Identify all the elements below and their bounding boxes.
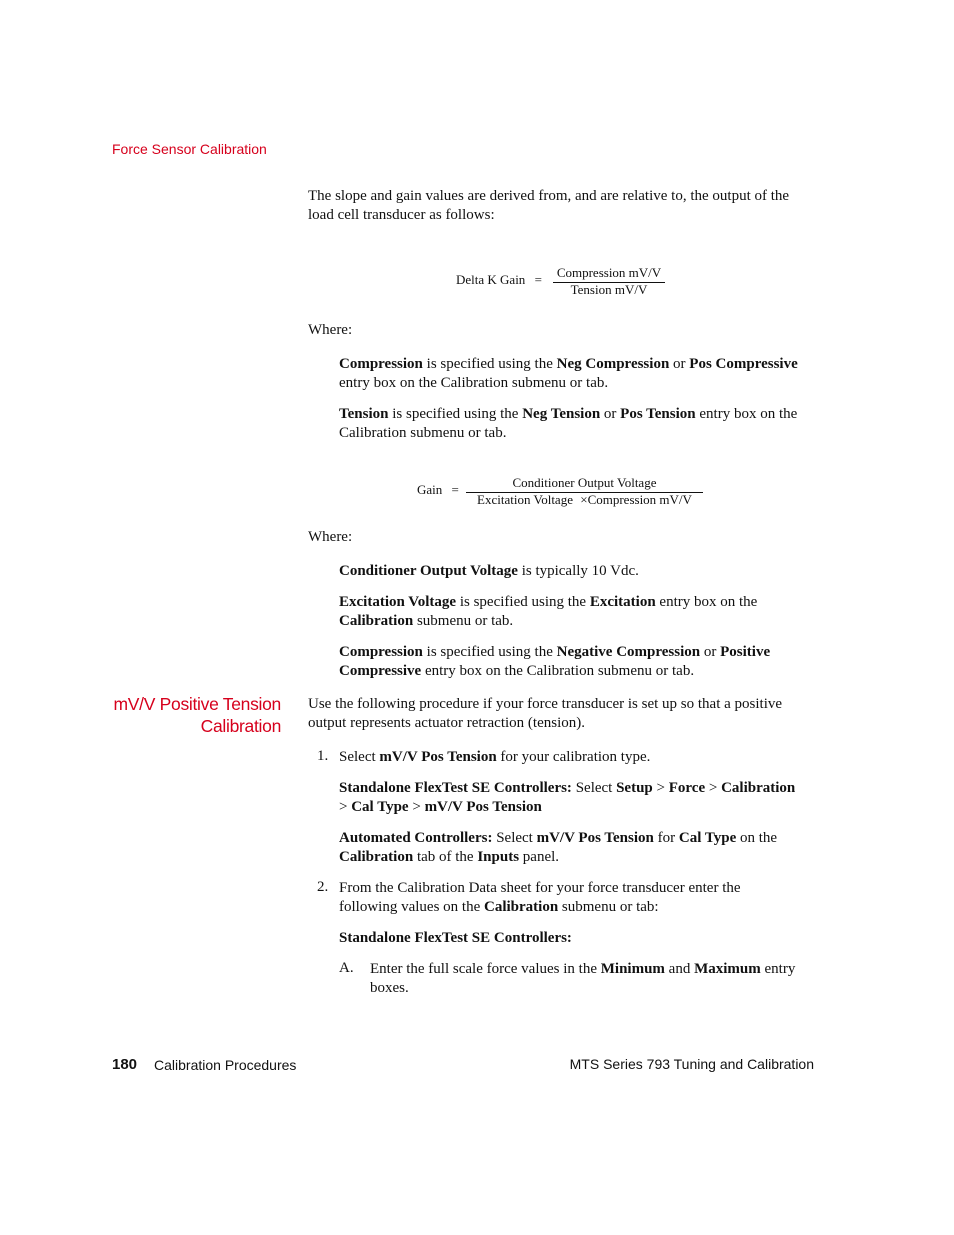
step-a-text: Enter the full scale force values in the Minimum and Maximum entry boxes. <box>370 961 796 996</box>
equation-2-fraction <box>466 475 703 511</box>
step-2-number: 2. <box>317 879 329 895</box>
intro-paragraph <box>308 187 820 225</box>
step-a-letter: A. <box>339 960 354 976</box>
step-1-number: 1. <box>317 748 329 764</box>
definition-compression: Compression is specified using the Neg Compression or Pos Compressive entry box on the Calibration submenu or tab. <box>339 356 798 391</box>
definition-conditioner-output-voltage: Conditioner Output Voltage is typically 10 Vdc. <box>339 563 639 579</box>
automated-controllers-instructions: Automated Controllers: Select mV/V Pos Tension for Cal Type on the Calibration tab of the Inputs panel. <box>339 830 778 865</box>
equation-lhs-delta-k <box>456 272 542 288</box>
term: Compression <box>339 356 423 372</box>
intro-line-1: The slope and gain values are derived from, and are relative to, the output of the <box>308 188 790 204</box>
where-label-1: Where: <box>308 322 353 338</box>
standalone-flextest-label: Standalone FlexTest SE Controllers: <box>339 930 572 946</box>
times-symbol: × <box>580 492 588 507</box>
side-heading-mvv-positive-tension: mV/V Positive Tension Calibration <box>113 694 281 736</box>
step-2-text: From the Calibration Data sheet for your force transducer enter the following values on the Calibration submenu or tab: <box>339 880 741 915</box>
footer-chapter: Calibration Procedures <box>154 1057 297 1073</box>
intro-line-2: load cell transducer as follows: <box>308 207 495 223</box>
eq1-denominator: Tension mV/V <box>570 282 648 297</box>
eq1-equals: = <box>534 272 542 287</box>
step-1-text: Select mV/V Pos Tension for your calibration type. <box>339 749 651 765</box>
definition-compression-2: Compression is specified using the Negative Compression or Positive Compressive entry box on the Calibration submenu or tab. <box>339 644 771 679</box>
eq1-lhs: Delta K Gain <box>456 272 526 287</box>
equation-lhs-gain <box>417 482 459 498</box>
section-header: Force Sensor Calibration <box>112 141 267 157</box>
eq2-equals: = <box>451 482 459 497</box>
footer-book-title: MTS Series 793 Tuning and Calibration <box>569 1056 814 1072</box>
standalone-flextest-instructions: Standalone FlexTest SE Controllers: Select Setup > Force > Calibration > Cal Type > mV/V Pos Tension <box>339 780 796 815</box>
where-label-2: Where: <box>308 529 353 545</box>
eq2-denominator: Excitation Voltage ×Compression mV/V <box>477 492 692 507</box>
definition-excitation-voltage: Excitation Voltage is specified using the Excitation entry box on the Calibration submenu or tab. <box>339 594 758 629</box>
definition-tension: Tension is specified using the Neg Tension or Pos Tension entry box on the Calibration submenu or tab. <box>339 406 798 441</box>
eq1-numerator: Compression mV/V <box>556 265 662 280</box>
eq2-numerator: Conditioner Output Voltage <box>512 475 657 490</box>
eq2-lhs: Gain <box>417 482 443 497</box>
procedure-intro: Use the following procedure if your force transducer is set up so that a positive output represents actuator retraction (tension). <box>308 696 783 731</box>
page-number: 180 <box>112 1056 138 1073</box>
equation-1-fraction <box>553 265 665 301</box>
